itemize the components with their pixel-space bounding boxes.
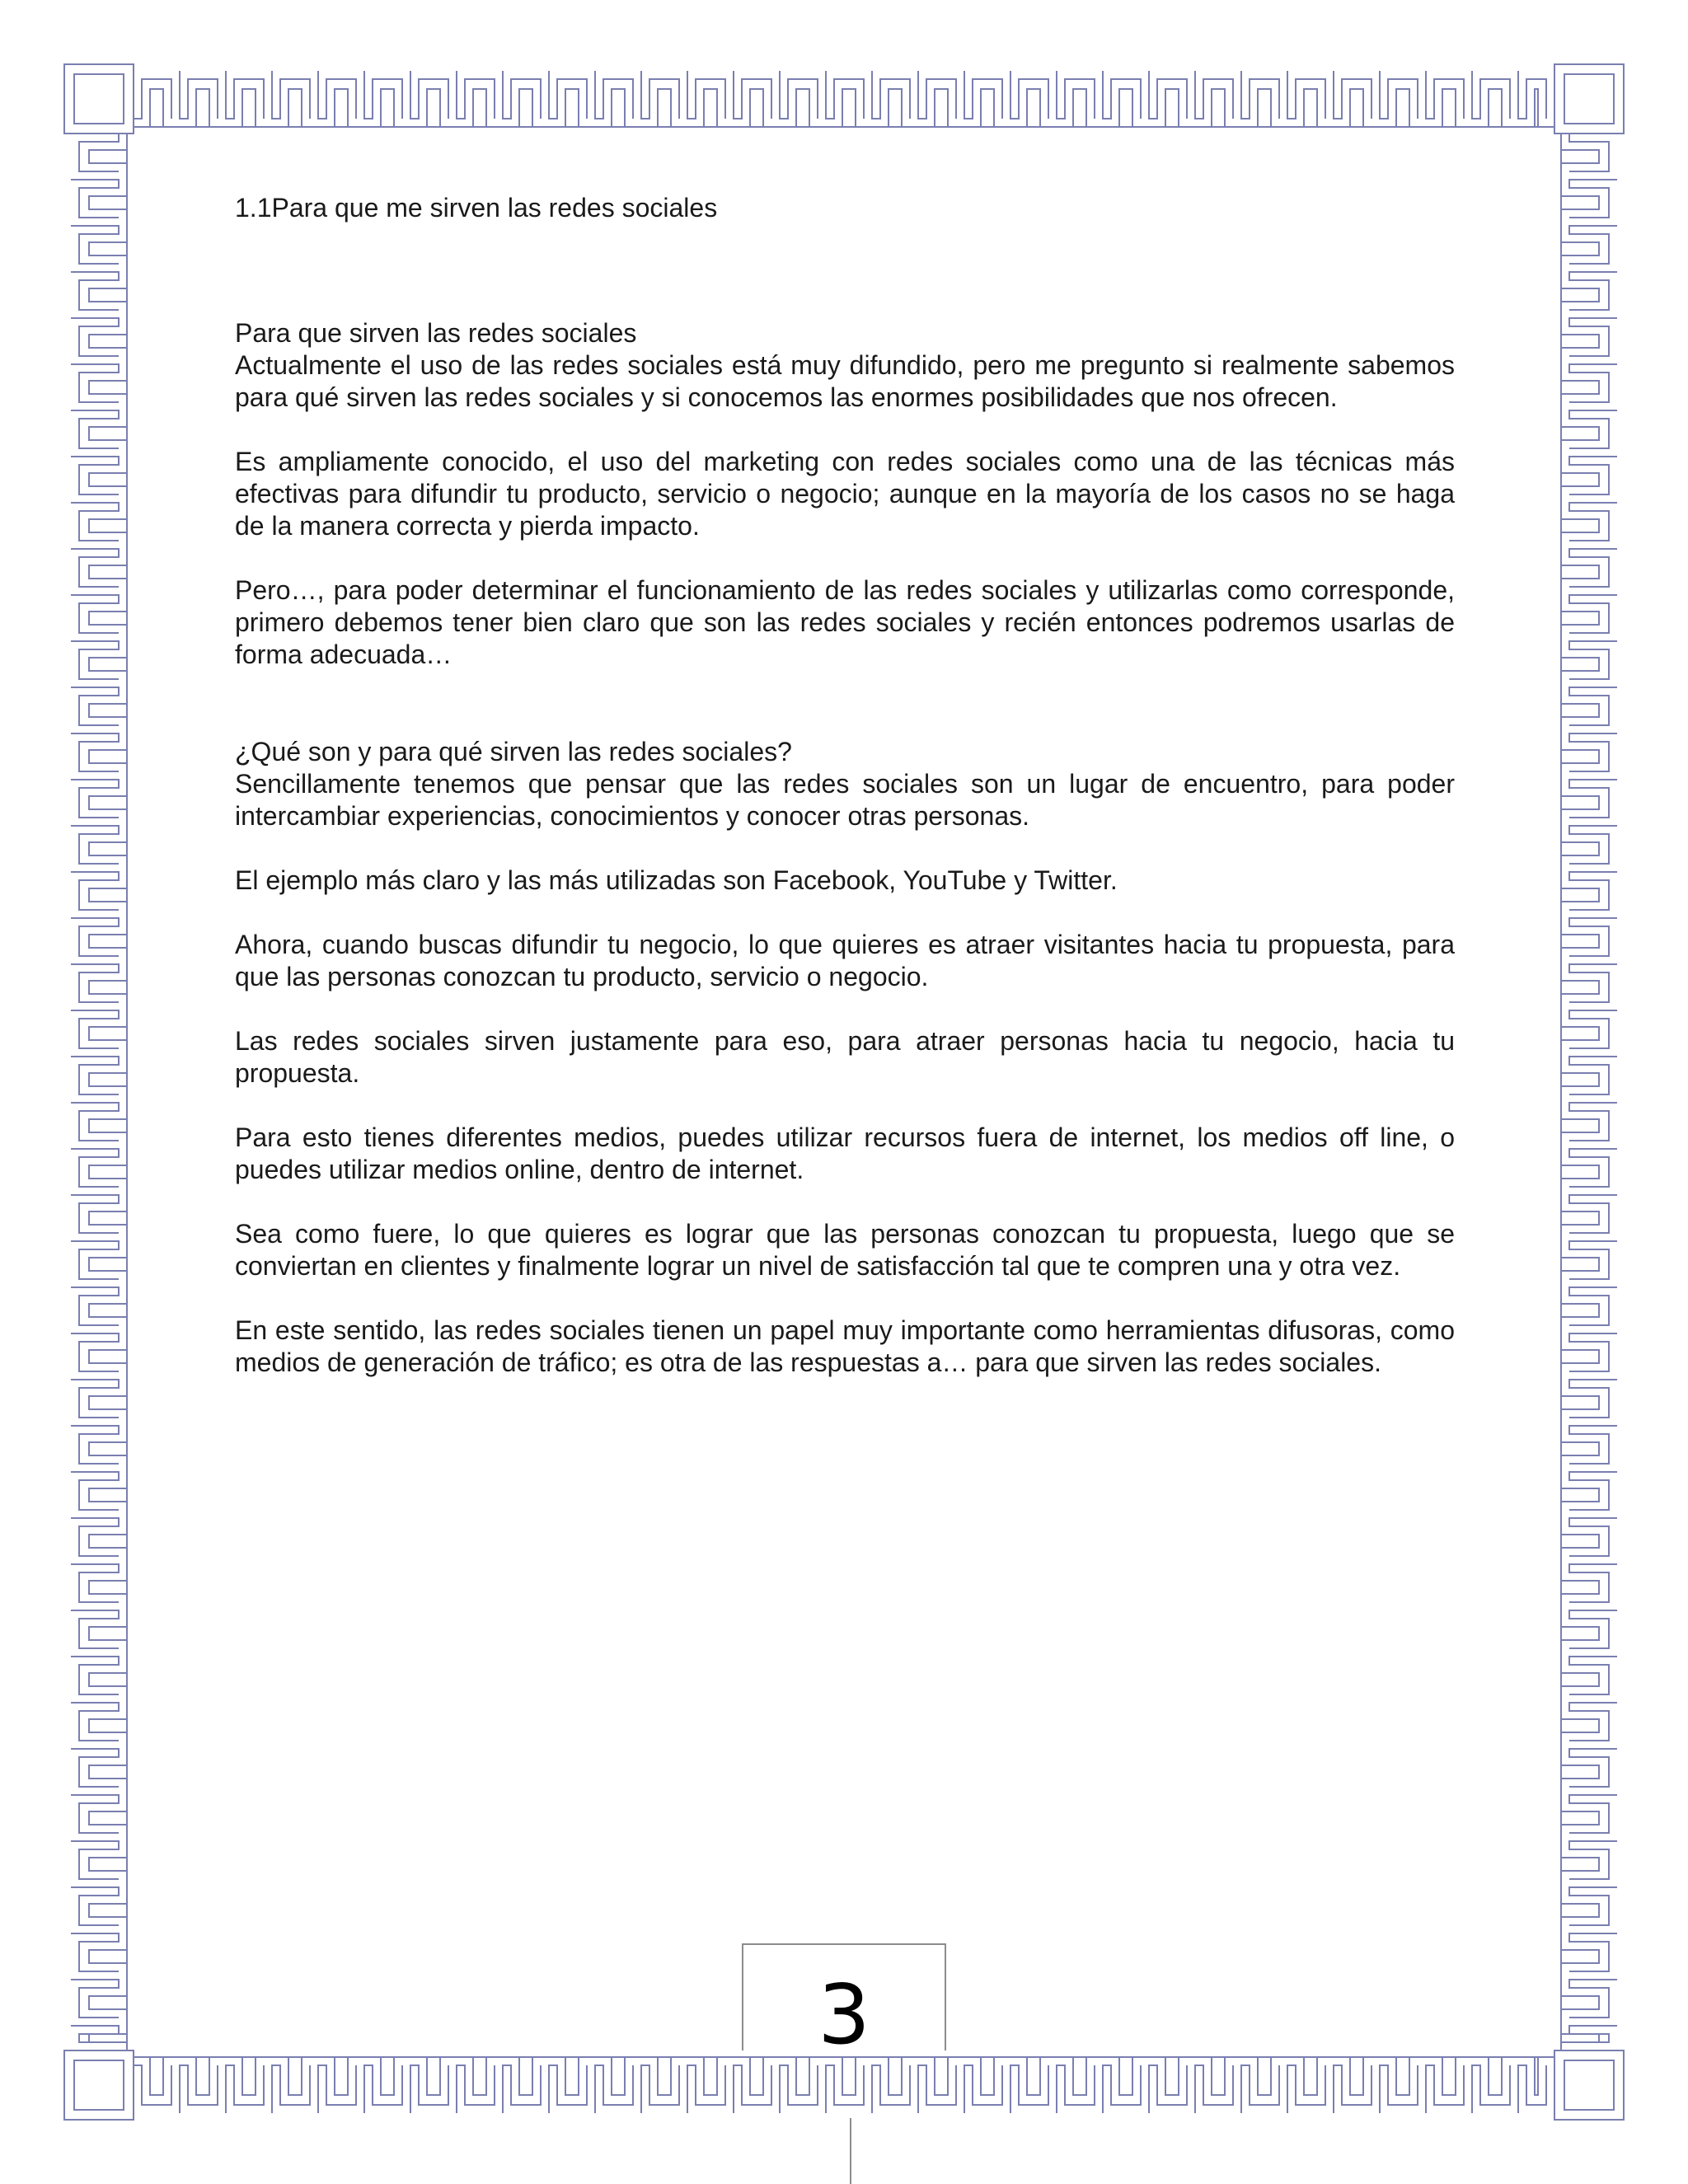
paragraph: Es ampliamente conocido, el uso del marketing con redes sociales como una de las técnicas más efectivas para difundir tu producto, servicio o negocio; aunque en la mayoría de los casos no se haga de la manera correcta y pierda impacto. bbox=[235, 447, 1455, 541]
border-corner-inner bbox=[74, 2060, 124, 2110]
paragraph: Sencillamente tenemos que pensar que las redes sociales son un lugar de encuentro, para poder intercambiar experiencias, conocimientos y conocer otras personas. bbox=[235, 769, 1455, 831]
border-meander-h-inner bbox=[150, 89, 1538, 127]
border-meander-h bbox=[134, 2065, 1546, 2113]
page-content bbox=[235, 191, 1455, 1379]
paragraph: Actualmente el uso de las redes sociales está muy difundido, pero me pregunto si realmente sabemos para qué sirven las redes sociales y si conocemos las enormes posibilidades que nos ofrecen. bbox=[235, 350, 1455, 412]
border-meander-v-inner bbox=[89, 150, 127, 2042]
border-meander-v bbox=[71, 134, 119, 2042]
page-number: 3 bbox=[818, 1966, 870, 2063]
border-meander-h bbox=[134, 71, 1546, 119]
page-title: 1.1Para que me sirven las redes sociales bbox=[235, 193, 718, 223]
page-number-stem bbox=[850, 2118, 851, 2184]
border-meander-v bbox=[1569, 134, 1617, 2042]
paragraph: El ejemplo más claro y las más utilizadas son Facebook, YouTube y Twitter. bbox=[235, 865, 1118, 895]
border-corner-inner bbox=[1564, 74, 1614, 124]
paragraph: Para esto tienes diferentes medios, puedes utilizar recursos fuera de internet, los medios off line, o puedes utilizar medios online, dentro de internet. bbox=[235, 1122, 1455, 1184]
border-corner-inner bbox=[1564, 2060, 1614, 2110]
border-corner-inner bbox=[74, 74, 124, 124]
paragraph: En este sentido, las redes sociales tienen un papel muy importante como herramientas difusoras, como medios de generación de tráfico; es otra de las respuestas a… para que sirven las redes sociales. bbox=[235, 1315, 1455, 1377]
section-heading: ¿Qué son y para qué sirven las redes sociales? bbox=[235, 737, 792, 766]
paragraph: Pero…, para poder determinar el funcionamiento de las redes sociales y utilizarlas como corresponde, primero debemos tener bien claro que son las redes sociales y recién entonces podremos usarlas de forma adecuada… bbox=[235, 575, 1455, 669]
paragraph: Sea como fuere, lo que quieres es lograr que las personas conozcan tu propuesta, luego que se conviertan en clientes y finalmente lograr un nivel de satisfacción tal que te compren una y otra vez. bbox=[235, 1219, 1455, 1281]
paragraph: Ahora, cuando buscas difundir tu negocio, lo que quieres es atraer visitantes hacia tu propuesta, para que las personas conozcan tu producto, servicio o negocio. bbox=[235, 930, 1455, 991]
border-meander-v-inner bbox=[1561, 150, 1599, 2042]
section-heading: Para que sirven las redes sociales bbox=[235, 318, 637, 348]
paragraph: Las redes sociales sirven justamente para eso, para atraer personas hacia tu negocio, hacia tu propuesta. bbox=[235, 1026, 1455, 1088]
